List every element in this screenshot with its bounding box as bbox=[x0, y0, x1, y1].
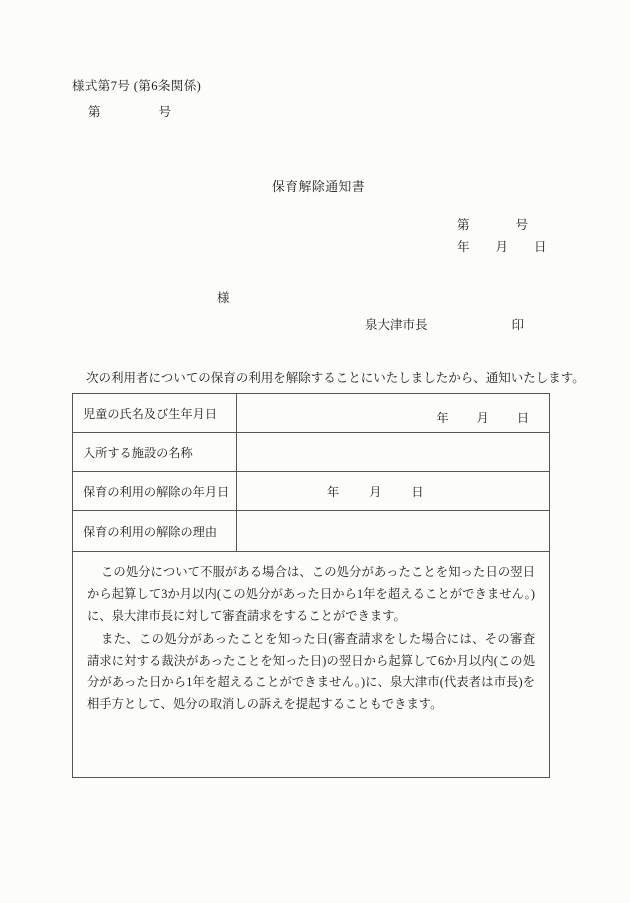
issuer-name: 泉大津市長 bbox=[365, 318, 428, 332]
intro-text: 次の利用者についての保育の利用を解除することにいたしましたから、通知いたします。 bbox=[86, 371, 585, 385]
cancellation-day: 日 bbox=[411, 484, 424, 499]
row-value-child-name-birthdate[interactable] bbox=[237, 394, 549, 432]
table-row bbox=[73, 511, 549, 552]
issuer-seal-mark: 印 bbox=[511, 318, 525, 332]
row-label-child-name-birthdate: 児童の氏名及び生年月日 bbox=[73, 394, 237, 432]
row-value-facility-name[interactable] bbox=[237, 433, 549, 471]
document-number-prefix: 第 bbox=[88, 105, 101, 119]
notice-form-box bbox=[72, 393, 550, 778]
issue-date-month: 月 bbox=[495, 240, 509, 254]
row-label-cancellation-date: 保育の利用の解除の年月日 bbox=[73, 472, 237, 510]
row-label-facility-name: 入所する施設の名称 bbox=[73, 433, 237, 471]
issue-number-prefix: 第 bbox=[457, 218, 470, 232]
birthdate-day: 日 bbox=[516, 411, 529, 425]
page-title: 保育解除通知書 bbox=[272, 180, 366, 194]
birthdate-year: 年 bbox=[436, 411, 449, 425]
issue-date-year: 年 bbox=[457, 240, 470, 254]
document-number-suffix: 号 bbox=[158, 105, 172, 119]
form-number: 様式第7号 (第6条関係) bbox=[72, 79, 202, 93]
birthdate-month: 月 bbox=[476, 411, 489, 425]
issuer-line bbox=[365, 315, 524, 333]
row-label-cancellation-reason: 保育の利用の解除の理由 bbox=[73, 511, 237, 551]
row-value-cancellation-reason[interactable] bbox=[237, 511, 549, 551]
issue-date-day: 日 bbox=[534, 240, 547, 254]
appeal-notice-paragraph-1: この処分について不服がある場合は、この処分があったことを知った日の翌日から起算して3か月以内(この処分があった日から1年を超えることができません。)に、泉大津市長に対して審査請求をすることができます。 bbox=[87, 565, 535, 623]
issue-date-line bbox=[457, 237, 547, 255]
appeal-notice-block bbox=[73, 552, 549, 777]
cancellation-month: 月 bbox=[369, 484, 382, 499]
table-row bbox=[73, 394, 549, 433]
cancellation-year: 年 bbox=[327, 484, 340, 499]
issue-number-suffix: 号 bbox=[515, 218, 529, 232]
addressee-honorific: 様 bbox=[217, 291, 230, 305]
document-number-line bbox=[88, 102, 171, 120]
table-row bbox=[73, 433, 549, 472]
issue-number-line bbox=[457, 215, 528, 233]
cancellation-ymd-markers bbox=[247, 483, 424, 500]
appeal-notice-paragraph-2: また、この処分があったことを知った日(審査請求をした場合には、その審査請求に対する裁決があったことを知った日)の翌日から起算して6か月以内(この処分があった日から1年を超えることができません。)に、泉大津市(代表者は市長)を相手方として、処分の取消しの訴えを提起することもできます。 bbox=[87, 631, 535, 712]
row-value-cancellation-date[interactable] bbox=[237, 472, 549, 510]
table-row bbox=[73, 472, 549, 511]
birthdate-ymd-markers bbox=[436, 409, 539, 426]
